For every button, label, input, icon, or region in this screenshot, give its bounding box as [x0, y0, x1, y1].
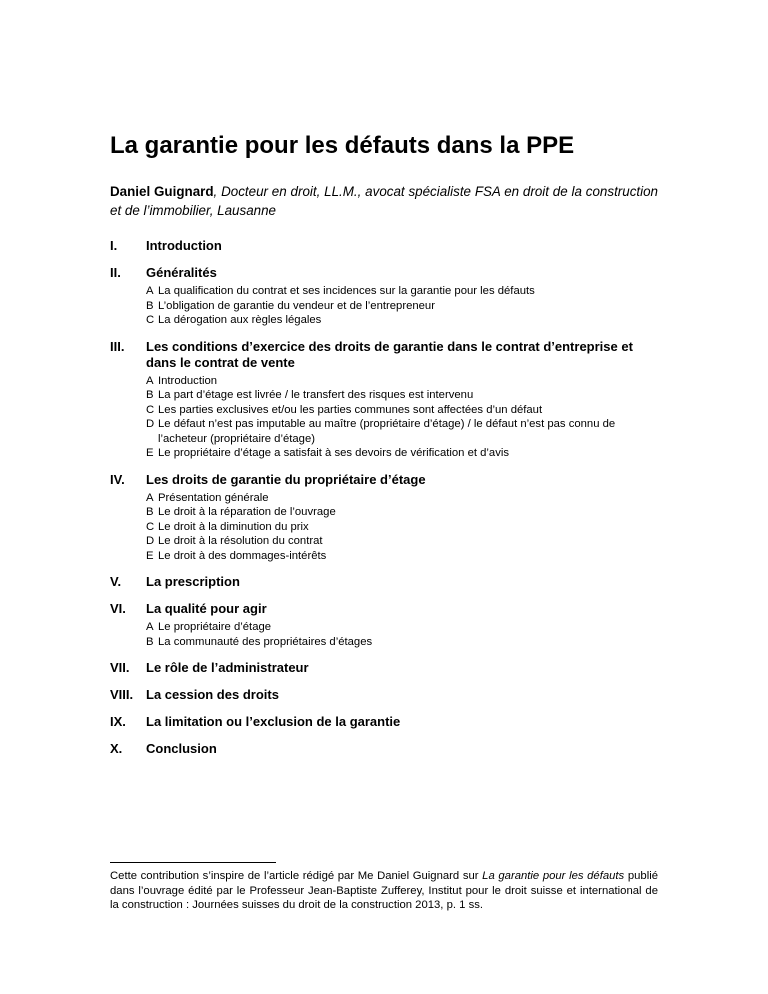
toc-subsection-letter: A [146, 621, 154, 633]
toc-section-title: Les conditions d’exercice des droits de garantie dans le contrat d’entreprise et dans le contrat de vente [146, 338, 633, 370]
toc-section-number: X. [110, 741, 123, 756]
toc-subsection-letter: A [146, 374, 154, 387]
toc-subsection [146, 313, 660, 328]
toc-section-title: Généralités [146, 265, 217, 280]
toc-section-number: VII. [110, 660, 130, 675]
toc-section-title: La cession des droits [146, 687, 279, 702]
toc-section-heading [110, 714, 660, 730]
toc-subsection [146, 620, 660, 635]
toc-subsection [146, 388, 660, 403]
toc-subsection [146, 403, 660, 418]
toc-subsection-text: La part d’étage est livrée / le transfert des risques est intervenu [158, 389, 474, 401]
toc-subsection-text: La dérogation aux règles légales [158, 314, 322, 326]
toc-subsection-text: Le droit à la résolution du contrat [158, 535, 323, 547]
toc-subsection-text: Les parties exclusives et/ou les parties communes sont affectées d’un défaut [158, 403, 543, 416]
toc-subsection-letter: B [146, 506, 154, 518]
toc-subsection-text: L’obligation de garantie du vendeur et de l’entrepreneur [158, 299, 435, 312]
toc-subsection [146, 446, 660, 461]
toc-subsection-letter: D [146, 418, 155, 430]
toc-section-heading [110, 339, 660, 371]
toc-subsection-letter: E [146, 447, 154, 459]
toc-subsection-letter: A [146, 491, 154, 504]
toc-subsection-text: Le droit à des dommages-intérêts [158, 549, 327, 562]
toc-section-title: Les droits de garantie du propriétaire d’étage [146, 471, 426, 487]
toc-section [110, 660, 660, 676]
toc-subsection-letter: C [146, 314, 155, 326]
toc-section-title: Le rôle de l’administrateur [146, 660, 309, 675]
toc-subsection-list [146, 620, 660, 649]
toc-subsection [146, 534, 660, 549]
toc-section-title: Conclusion [146, 741, 217, 756]
toc-section-number: VI. [110, 601, 126, 616]
toc-section-title: La limitation ou l’exclusion de la garantie [146, 714, 401, 729]
toc-subsection-text: Le propriétaire d’étage a satisfait à ses devoirs de vérification et d’avis [158, 447, 510, 459]
author-name: Daniel Guignard [110, 184, 214, 199]
toc-section-title: La prescription [146, 574, 240, 589]
author-line [110, 182, 658, 220]
toc-subsection-letter: B [146, 635, 154, 648]
toc-section-number: I. [110, 238, 118, 253]
toc-section-number: II. [110, 265, 121, 280]
toc-subsection-letter: E [146, 549, 154, 562]
toc-section-heading [110, 265, 660, 281]
toc-section-heading [110, 687, 660, 703]
toc-subsection [146, 374, 660, 389]
toc-section-heading [110, 238, 660, 254]
toc-subsection-letter: C [146, 403, 155, 416]
footnote-text-2: publié dans l’ouvrage édité par le Professeur Jean-Baptiste Zufferey, Institut pour le droit suisse et international de la construction : Journées suisses du droit de la construction 2013, p. 1 ss. [110, 870, 659, 911]
toc-section-number: IV. [110, 471, 125, 487]
toc-subsection-text: Le droit à la réparation de l’ouvrage [158, 506, 336, 518]
toc-subsection [146, 549, 660, 564]
toc-subsection-text: Le défaut n’est pas imputable au maître (propriétaire d’étage) / le défaut n’est pas connu de l’acheteur (propriétaire d’étage) [158, 418, 616, 445]
toc-subsection [146, 417, 660, 446]
footnote-italic: La garantie pour les défauts [482, 870, 625, 882]
toc-section-heading [110, 660, 660, 676]
toc-section [110, 687, 660, 703]
toc-subsection-letter: A [146, 285, 154, 297]
toc-section-heading [110, 574, 660, 590]
document-title: La garantie pour les défauts dans la PPE [110, 132, 575, 159]
toc-subsection-letter: C [146, 520, 155, 533]
toc-subsection-list [146, 491, 660, 564]
footnote-divider [110, 862, 276, 863]
toc-subsection-text: Le droit à la diminution du prix [158, 520, 309, 533]
table-of-contents [110, 238, 660, 768]
toc-section-heading [110, 741, 660, 757]
toc-subsection-text: La communauté des propriétaires d’étages [158, 635, 373, 648]
toc-section-number: IX. [110, 714, 126, 729]
footnote [110, 869, 658, 913]
toc-section [110, 601, 660, 649]
toc-subsection-letter: B [146, 389, 154, 401]
author-role: , Docteur en droit, LL.M., avocat spécialiste FSA en droit de la construction et de l’immobilier, Lausanne [110, 184, 658, 218]
toc-section [110, 574, 660, 590]
toc-subsection [146, 520, 660, 535]
toc-section [110, 265, 660, 328]
toc-section-heading [110, 472, 660, 488]
footnote-text-1: Cette contribution s’inspire de l’article rédigé par Me Daniel Guignard sur [110, 870, 483, 882]
toc-subsection [146, 299, 660, 314]
toc-subsection-list [146, 374, 660, 461]
toc-subsection-letter: B [146, 299, 154, 312]
toc-section-title: La qualité pour agir [146, 601, 267, 616]
toc-subsection [146, 284, 660, 299]
toc-subsection-text: Le propriétaire d’étage [158, 621, 272, 633]
toc-subsection [146, 505, 660, 520]
toc-subsection-text: Présentation générale [158, 491, 269, 504]
toc-subsection [146, 635, 660, 650]
toc-section [110, 741, 660, 757]
toc-section [110, 714, 660, 730]
toc-section [110, 238, 660, 254]
toc-subsection-text: La qualification du contrat et ses incidences sur la garantie pour les défauts [158, 285, 535, 297]
toc-section-number: V. [110, 574, 122, 589]
toc-subsection-list [146, 284, 660, 328]
toc-section [110, 339, 660, 461]
toc-subsection-text: Introduction [158, 374, 218, 387]
toc-section-number: III. [110, 338, 125, 354]
toc-section [110, 472, 660, 564]
toc-section-heading [110, 601, 660, 617]
toc-section-number: VIII. [110, 687, 134, 702]
toc-subsection [146, 491, 660, 506]
toc-section-title: Introduction [146, 238, 222, 253]
toc-subsection-letter: D [146, 535, 155, 547]
